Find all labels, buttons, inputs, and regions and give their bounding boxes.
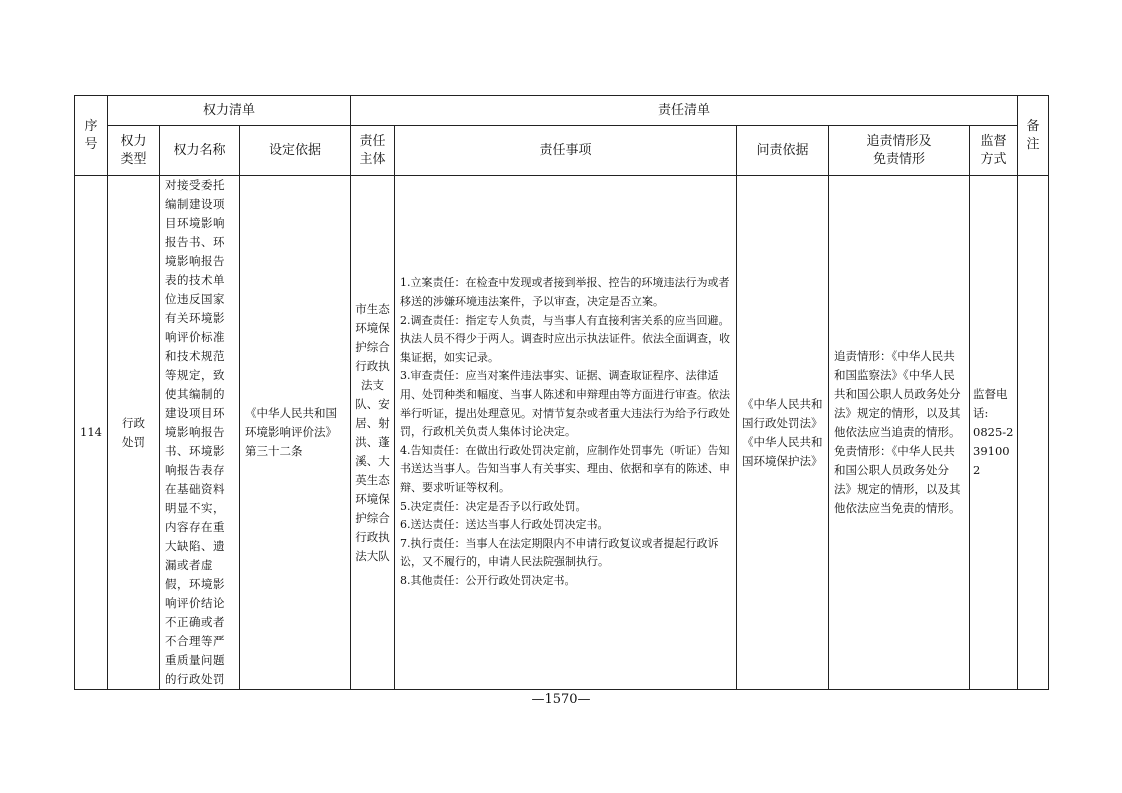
duty-item-3: 3.审查责任：应当对案件违法事实、证据、调查取证程序、法律适用、处罚种类和幅度、当事人陈述和申辩理由等方面进行审查。依法举行听证，提出处理意见。对情节复杂或者重大违法行为给予行政处罚，行政机关负责人集体讨论决定。 (400, 369, 730, 439)
page-number: —1570— (531, 692, 591, 707)
header-power-name: 权力名称 (160, 126, 240, 176)
header-seq (75, 96, 108, 176)
header-power-type (108, 126, 160, 176)
cell-remarks (1018, 176, 1049, 690)
cell-subject: 市生态环境保护综合行政执法支队、安居、射洪、蓬溪、大英生态环境保护综合行政执法大队 (351, 176, 395, 690)
pursuit-text: 追责情形：《中华人民共和国监察法》《中华人民共和国公职人员政务处分法》规定的情形，以及其他依法应当追责的情形。 (834, 349, 961, 439)
header-power-list: 权力清单 (108, 96, 351, 126)
header-power-type-label: 权力类型 (120, 133, 147, 167)
header-remarks-label: 备注 (1026, 118, 1040, 152)
responsibility-table-container (74, 95, 1048, 690)
cell-seq: 114 (75, 176, 108, 690)
header-account-basis: 问责依据 (737, 126, 829, 176)
cell-supervision (970, 176, 1018, 690)
header-row-top (75, 96, 1049, 126)
duty-item-4: 4.告知责任：在做出行政处罚决定前，应制作处罚事先（听证）告知书送达当事人。告知当事人有关事实、理由、依据和享有的陈述、申辩、要求听证等权利。 (400, 443, 730, 494)
duty-item-7: 7.执行责任：当事人在法定期限内不申请行政复议或者提起行政诉讼，又不履行的，申请人民法院强制执行。 (400, 536, 719, 569)
supervision-label: 监督电话: (973, 387, 1008, 420)
header-supervision-label: 监督方式 (980, 133, 1007, 167)
cell-power-type-text: 行政处罚 (122, 415, 145, 449)
header-subject (351, 126, 395, 176)
duty-item-6: 6.送达责任：送达当事人行政处罚决定书。 (400, 518, 609, 532)
power-responsibility-table (74, 95, 1049, 690)
header-responsibility-list: 责任清单 (351, 96, 1018, 126)
header-supervision (970, 126, 1018, 176)
exemption-text: 免责情形：《中华人民共和国公职人员政务处分法》规定的情形，以及其他依法应当免责的情形。 (834, 444, 961, 515)
header-matters: 责任事项 (395, 126, 737, 176)
table-row (75, 176, 1049, 690)
duty-item-8: 8.其他责任：公开行政处罚决定书。 (400, 573, 576, 587)
header-row-sub (75, 126, 1049, 176)
header-remarks (1018, 96, 1049, 176)
cell-power-name: 对接受委托编制建设项目环境影响报告书、环境影响报告表的技术单位违反国家有关环境影响评价标准和技术规范等规定，致使其编制的建设项目环境影响报告书、环境影响报告表存在基础资料明显不实，内容存在重大缺陷、遗漏或者虚假，环境影响评价结论不正确或者不合理等严重质量问题的行政处罚 (160, 176, 240, 690)
duty-item-2: 2.调查责任：指定专人负责，与当事人有直接利害关系的应当回避。执法人员不得少于两人。调查时应出示执法证件。依法全面调查，收集证据，如实记录。 (400, 313, 730, 364)
cell-duties (395, 176, 737, 690)
duty-item-5: 5.决定责任：决定是否予以行政处罚。 (400, 499, 587, 513)
cell-power-type (108, 176, 160, 690)
header-pursuit-label: 追责情形及免责情形 (866, 133, 932, 167)
supervision-phone: 0825-2391002 (973, 425, 1014, 477)
header-basis: 设定依据 (240, 126, 351, 176)
duty-item-1: 1.立案责任：在检查中发现或者接到举报、控告的环境违法行为或者移送的涉嫌环境违法案件，予以审查，决定是否立案。 (400, 276, 730, 309)
header-pursuit (829, 126, 970, 176)
header-seq-label: 序号 (84, 118, 98, 152)
cell-basis: 《中华人民共和国环境影响评价法》第三十二条 (240, 176, 351, 690)
cell-pursuit (829, 176, 970, 690)
cell-account-basis: 《中华人民共和国行政处罚法》《中华人民共和国环境保护法》 (737, 176, 829, 690)
header-subject-label: 责任主体 (359, 133, 386, 167)
